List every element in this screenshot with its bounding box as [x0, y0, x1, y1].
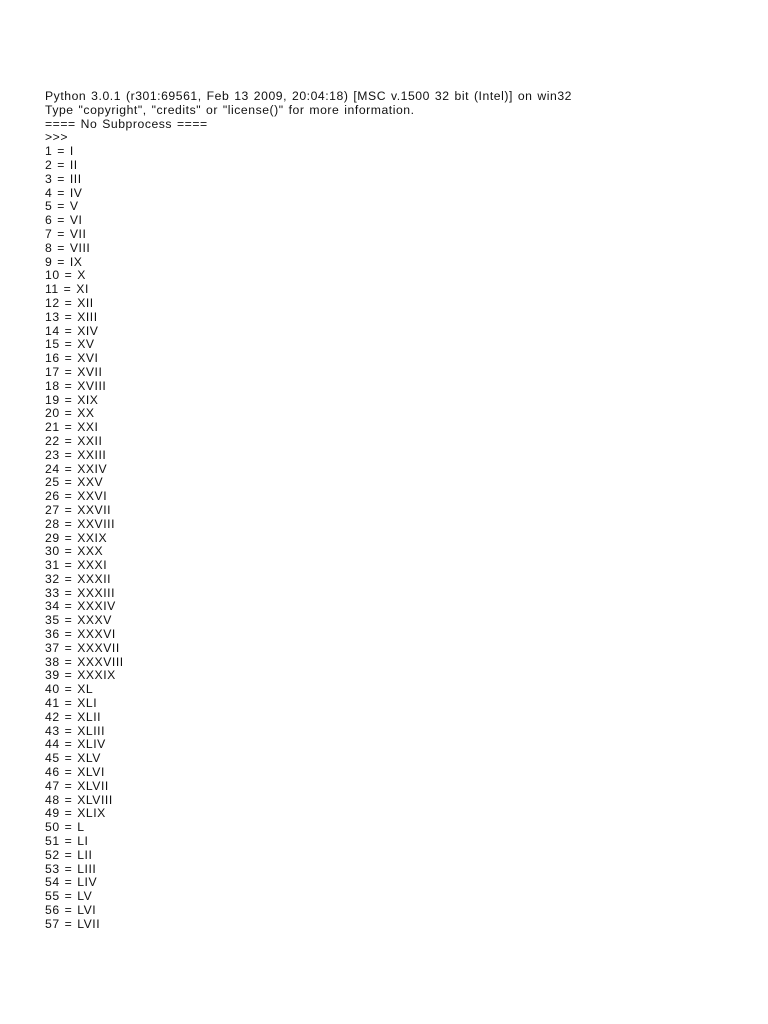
version-line: Python 3.0.1 (r301:69561, Feb 13 2009, 20:04:18) [MSC v.1500 32 bit (Intel)] on win32: [45, 89, 573, 103]
output-line: 14 = XIV: [45, 323, 99, 338]
output-line: 36 = XXXVI: [45, 627, 116, 642]
output-line: 24 = XXIV: [45, 461, 108, 476]
output-line: 31 = XXXI: [45, 558, 108, 573]
output-line: 4 = IV: [45, 185, 83, 200]
output-line: 39 = XXXIX: [45, 668, 116, 683]
output-line: 29 = XXIX: [45, 530, 108, 545]
output-line: 19 = XIX: [45, 392, 99, 407]
output-line: 20 = XX: [45, 406, 95, 421]
output-line: 34 = XXXIV: [45, 599, 116, 614]
output-line: 57 = LVII: [45, 916, 101, 931]
output-line: 26 = XXVI: [45, 489, 108, 504]
output-line: 5 = V: [45, 199, 79, 214]
output-line: 48 = XLVIII: [45, 792, 113, 807]
output-line: 49 = XLIX: [45, 806, 106, 821]
output-list: [45, 145, 745, 931]
subprocess-line: ==== No Subprocess ====: [45, 116, 208, 131]
output-line: 11 = XI: [45, 282, 89, 297]
output-line: 15 = XV: [45, 337, 95, 352]
output-line: 23 = XXIII: [45, 447, 107, 462]
info-line: Type "copyright", "credits" or "license()" for more information.: [45, 102, 415, 117]
output-line: 41 = XLI: [45, 696, 98, 711]
output-line: 42 = XLII: [45, 709, 102, 724]
output-line: 2 = II: [45, 157, 78, 172]
output-line: 30 = XXX: [45, 544, 104, 559]
output-line: 27 = XXVII: [45, 502, 112, 517]
output-line: 28 = XXVIII: [45, 516, 116, 531]
output-line: 47 = XLVII: [45, 778, 109, 793]
output-line: 9 = IX: [45, 254, 83, 269]
output-line: 12 = XII: [45, 295, 94, 310]
output-line: 3 = III: [45, 171, 82, 186]
output-line: 22 = XXII: [45, 433, 103, 448]
output-line: 55 = LV: [45, 889, 93, 904]
output-line: 21 = XXI: [45, 420, 99, 435]
output-line: 56 = LVI: [45, 903, 97, 918]
output-line: 10 = X: [45, 268, 86, 283]
output-line: 18 = XVIII: [45, 378, 107, 393]
output-line: 43 = XLIII: [45, 723, 106, 738]
output-line: 17 = XVII: [45, 364, 103, 379]
output-line: 40 = XL: [45, 682, 94, 697]
output-line: 37 = XXXVII: [45, 640, 120, 655]
output-line: 25 = XXV: [45, 475, 104, 490]
output-line: 7 = VII: [45, 226, 87, 241]
output-line: 35 = XXXV: [45, 613, 112, 628]
output-line: 54 = LIV: [45, 875, 98, 890]
output-line: 45 = XLV: [45, 751, 101, 766]
output-line: 52 = LII: [45, 847, 93, 862]
output-line: 50 = L: [45, 820, 85, 835]
output-line: 16 = XVI: [45, 351, 99, 366]
output-line: 8 = VIII: [45, 240, 91, 255]
output-line: 51 = LI: [45, 834, 89, 849]
output-line: 44 = XLIV: [45, 737, 106, 752]
output-line: 53 = LIII: [45, 861, 97, 876]
output-line: 38 = XXXVIII: [45, 654, 124, 669]
output-line: 46 = XLVI: [45, 765, 105, 780]
output-line: 13 = XIII: [45, 309, 98, 324]
output-line: 33 = XXXIII: [45, 585, 116, 600]
output-line: 6 = VI: [45, 213, 83, 228]
shell-prompt: >>>: [45, 130, 69, 145]
output-line: 1 = I: [45, 144, 74, 159]
shell-transcript: [45, 90, 745, 932]
output-line: 32 = XXXII: [45, 571, 112, 586]
